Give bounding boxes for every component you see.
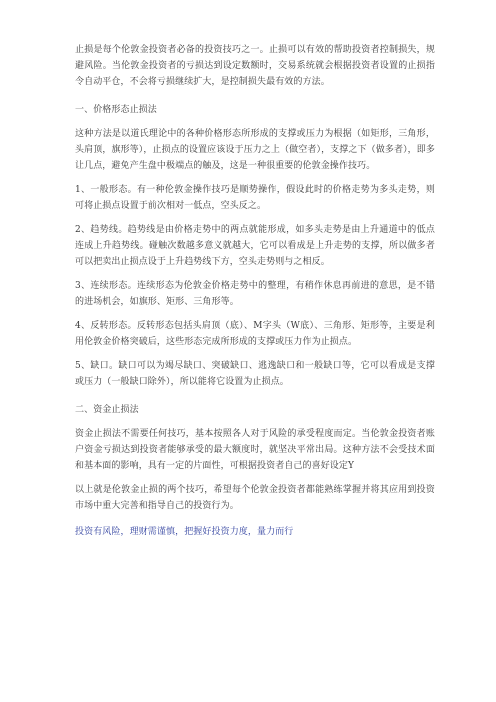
section-2-paragraph: 资金止损法不需要任何技巧，基本按照各人对于风险的承受程度而定。当伦敦金投资者账户资金亏损达到投资者能够承受的最大额度时，就坚决平常出局。这种方法不会受技术面和基本面的影响，具有一定的片面性，可根据投资者自己的喜好设定Y	[75, 429, 435, 471]
section-1-intro-paragraph: 这种方法是以道氏理论中的各种价格形态所形成的支撑或压力为根据（如矩形，三角形，头肩顶，旗形等），止损点的设置应该设于压力之上（做空者），支撑之下（做多者），即多让几点，避免产生盘中极端点的触及，这是一种很重要的伦敦金操作技巧。	[75, 129, 435, 171]
section-1-heading: 一、价格形态止损法	[75, 105, 157, 115]
section-1-item-4: 4、反转形态。反转形态包括头肩顶（底）、M字头（W底）、三角形、矩形等，主要是利用伦敦金价格突破后，这些形态完成所形成的支撑或压力作为止损点。	[75, 321, 435, 347]
section-1-item-2: 2、趋势线。趋势线是由价格走势中的两点就能形成，如多头走势是由上升通道中的低点连成上升趋势线。碰触次数越多意义就越大，它可以看成是上升走势的支撑，所以做多者可以把卖出止损点设于上升趋势线下方，空头走势则与之相反。	[75, 225, 435, 267]
document-body	[75, 42, 435, 548]
section-1-item-5: 5、缺口。缺口可以为竭尽缺口、突破缺口、逃逸缺口和一般缺口等，它可以看成是支撑或压力（一般缺口除外），所以能将它设置为止损点。	[75, 361, 435, 387]
section-1-item-1: 1、一般形态。有一种伦敦金操作技巧是顺势操作，假设此时的价格走势为多头走势，则可将止损点设置于前次相对一低点，空头反之。	[75, 185, 435, 211]
risk-warning-footer: 投资有风险，理财需谨慎，把握好投资力度，量力而行	[75, 527, 294, 537]
intro-paragraph: 止损是每个伦敦金投资者必备的投资技巧之一。止损可以有效的帮助投资者控制损失，规避风险。当伦敦金投资者的亏损达到设定数额时，交易系统就会根据投资者设置的止损指令自动平仓，不会将亏损继续扩大，是控制损失最有效的方法。	[75, 45, 435, 87]
section-1-item-3: 3、连续形态。连续形态为伦敦金价格走势中的整理，有稍作休息再前进的意思，是不错的进场机会，如旗形、矩形、三角形等。	[75, 281, 435, 307]
section-2-heading: 二、资金止损法	[75, 405, 139, 415]
conclusion-paragraph: 以上就是伦敦金止损的两个技巧，希望每个伦敦金投资者都能熟练掌握并将其应用到投资市场中重大完善和指导自己的投资行为。	[75, 485, 435, 511]
